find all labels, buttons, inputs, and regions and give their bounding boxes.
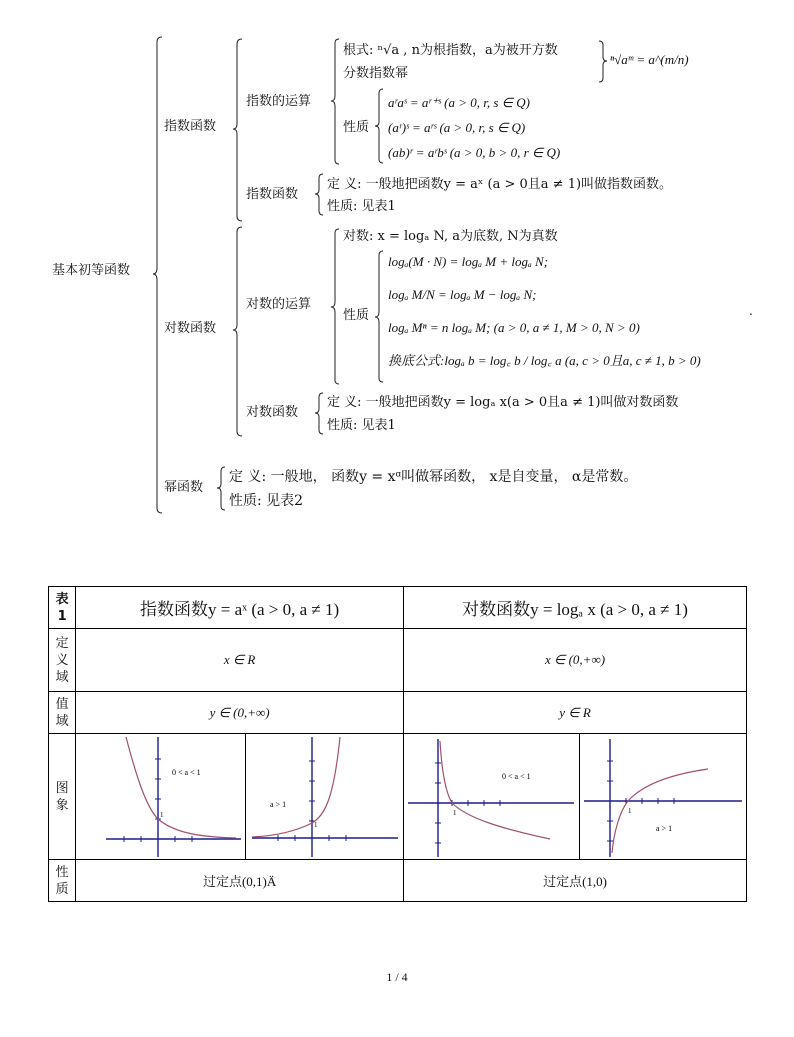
graph-exp-small-label: 0 < a < 1 bbox=[172, 767, 201, 777]
exp-ops-brace bbox=[330, 38, 340, 166]
exp-prop-label: 性质 bbox=[343, 120, 370, 135]
log-nature: 性质: 见表1 bbox=[327, 418, 396, 433]
exp-def: 定 义: 一般地把函数y = aˣ (a > 0且a ≠ 1)叫做指数函数。 bbox=[327, 177, 673, 192]
pow-nature: 性质: 见表2 bbox=[229, 493, 304, 509]
pow-def: 定 义: 一般地， 函数y = xᵅ叫做幂函数， x是自变量， α是常数。 bbox=[229, 469, 638, 485]
log-prop-brace bbox=[374, 250, 384, 384]
props-exp: 过定点(0,1)Ä bbox=[76, 860, 404, 902]
row-label-graph: 图 象 bbox=[49, 734, 76, 860]
exp-fn-sub-brace bbox=[314, 173, 324, 217]
graph-log-small-one: 1 bbox=[453, 808, 457, 817]
graph-log-small bbox=[404, 735, 578, 859]
frac-right-brace bbox=[598, 40, 608, 84]
exp-prop-2: (aʳ)ˢ = aʳˢ (a > 0, r, s ∈ Q) bbox=[388, 120, 526, 135]
log-fn-sub-label: 对数函数 bbox=[246, 405, 299, 420]
exp-prop-1: aʳaˢ = aʳ⁺ˢ (a > 0, r, s ∈ Q) bbox=[388, 95, 530, 110]
log-fn-label: 对数函数 bbox=[164, 321, 217, 336]
graph-log-big-label: a > 1 bbox=[655, 823, 673, 833]
table-row-domain bbox=[49, 629, 747, 692]
graph-log-big-cell bbox=[579, 734, 746, 860]
exp-prop-3: (ab)ʳ = aʳbˢ (a > 0, b > 0, r ∈ Q) bbox=[388, 145, 561, 160]
range-exp: y ∈ (0,+∞) bbox=[76, 692, 404, 734]
graph-log-small-cell bbox=[404, 734, 580, 860]
header-log: 对数函数y = logₐ x (a > 0, a ≠ 1) bbox=[404, 587, 747, 629]
range-log: y ∈ R bbox=[404, 692, 747, 734]
exp-nature: 性质: 见表1 bbox=[327, 199, 396, 214]
tree-root: 基本初等函数 bbox=[52, 263, 131, 278]
log-prop-3: logₐ Mⁿ = n logₐ M; (a > 0, a ≠ 1, M > 0, N > 0) bbox=[388, 320, 640, 335]
graph-exp-small-one: 1 bbox=[160, 810, 164, 819]
graph-exp-small-cell bbox=[76, 734, 246, 860]
graph-log-big bbox=[580, 735, 746, 859]
exp-brace bbox=[232, 38, 244, 223]
header-exp: 指数函数y = aˣ (a > 0, a ≠ 1) bbox=[76, 587, 404, 629]
pow-brace bbox=[216, 466, 226, 512]
row-label-range: 值 域 bbox=[49, 692, 76, 734]
graph-log-big-one: 1 bbox=[627, 806, 632, 815]
frac-formula: ⁿ√aᵐ = a^(m/n) bbox=[610, 52, 689, 67]
exp-fn-sub-label: 指数函数 bbox=[246, 187, 299, 202]
graph-exp-big bbox=[246, 735, 402, 859]
log-ops-brace bbox=[330, 228, 340, 386]
radical-line: 根式: ⁿ√a , n为根指数，a为被开方数 bbox=[343, 43, 558, 58]
exp-ops-label: 指数的运算 bbox=[246, 94, 312, 109]
exp-fn-label: 指数函数 bbox=[164, 119, 217, 134]
graph-log-small-label: 0 < a < 1 bbox=[502, 771, 531, 781]
log-fn-sub-brace bbox=[314, 392, 324, 436]
log-prop-2: logₐ M/N = logₐ M − logₐ N; bbox=[388, 287, 537, 302]
table-header-row bbox=[49, 587, 747, 629]
page-footer: 1 / 4 bbox=[386, 970, 408, 984]
stray-dot: . bbox=[749, 304, 753, 318]
log-def: 定 义: 一般地把函数y = logₐ x(a > 0且a ≠ 1)叫做对数函数 bbox=[327, 395, 679, 410]
props-log: 过定点(1,0) bbox=[404, 860, 747, 902]
graph-exp-big-label: a > 1 bbox=[270, 799, 287, 809]
graph-exp-small bbox=[76, 735, 244, 859]
table-row-range bbox=[49, 692, 747, 734]
root-brace bbox=[152, 36, 164, 516]
log-def-line: 对数: x = logₐ N, a为底数, N为真数 bbox=[343, 229, 558, 244]
log-prop-label: 性质 bbox=[343, 308, 370, 323]
exp-prop-brace bbox=[374, 88, 384, 164]
table-row-props bbox=[49, 860, 747, 902]
log-prop-1: logₐ(M · N) = logₐ M + logₐ N; bbox=[388, 254, 549, 269]
table-corner: 表 1 bbox=[49, 587, 76, 629]
frac-line: 分数指数幂 bbox=[343, 66, 409, 81]
graph-exp-big-one: 1 bbox=[314, 820, 318, 829]
domain-log: x ∈ (0,+∞) bbox=[404, 629, 747, 692]
log-ops-label: 对数的运算 bbox=[246, 297, 312, 312]
table-row-graph bbox=[49, 734, 747, 860]
log-brace bbox=[232, 226, 244, 438]
row-label-props: 性 质 bbox=[49, 860, 76, 902]
pow-fn-label: 幂函数 bbox=[164, 480, 204, 495]
domain-exp: x ∈ R bbox=[76, 629, 404, 692]
table-1 bbox=[48, 586, 747, 902]
row-label-domain: 定 义 域 bbox=[49, 629, 76, 692]
log-prop-4: 换底公式:logₐ b = log꜀ b / log꜀ a (a, c > 0且a, c ≠ 1, b > 0) bbox=[388, 353, 701, 368]
graph-exp-big-cell bbox=[246, 734, 404, 860]
